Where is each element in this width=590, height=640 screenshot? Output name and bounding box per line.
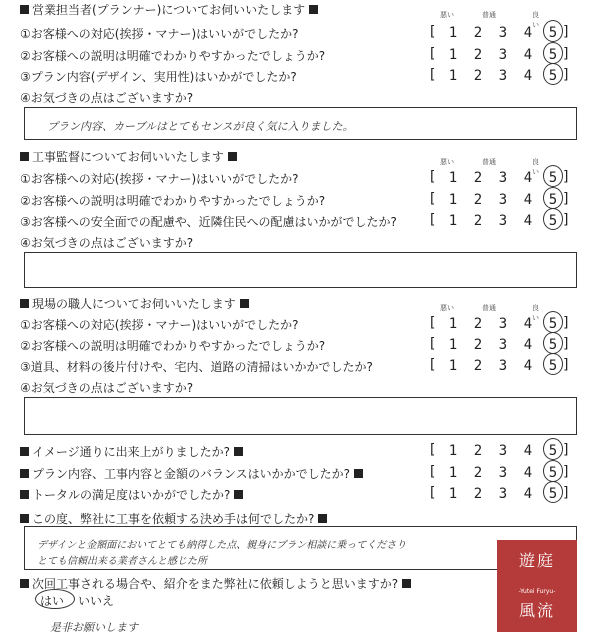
selected-circle-mark [543,460,563,482]
comment-prompt: ④お気づきの点はございますか? [20,91,194,105]
square-bullet-icon [20,490,29,499]
rating-option-1[interactable]: 1 [448,358,458,374]
handwritten-comment: 是非お願いします [50,621,138,634]
rating-option-5[interactable]: 5 [548,25,558,41]
rating-option-5[interactable]: 5 [548,443,558,459]
rating-option-2[interactable]: 2 [473,47,483,63]
section2-header: 工事監督についてお伺いいたします [20,148,237,165]
question-s4-3: トータルの満足度はいかがでしたか? [20,486,243,503]
rating-option-4[interactable]: 4 [523,443,533,459]
rating-scale[interactable] [428,315,571,332]
rating-option-3[interactable]: 3 [498,358,508,374]
rating-option-4[interactable]: 4 [523,47,533,63]
rating-option-2[interactable]: 2 [473,68,483,84]
rating-option-1[interactable]: 1 [448,192,458,208]
question-s3-1: ①お客様への対応(挨拶・マナー)はいいがでしたか? [20,318,299,332]
rating-option-5[interactable]: 5 [548,213,558,229]
bracket-open: [ [428,46,437,62]
rating-option-3[interactable]: 3 [498,316,508,332]
rating-labels: 悪い 普通 良い [440,11,539,29]
rating-scale[interactable] [428,485,571,502]
square-bullet-icon [228,152,237,161]
rating-scale[interactable] [428,191,571,208]
square-bullet-icon [20,514,29,523]
bracket-close: ] [562,46,571,62]
section6-header: 次回工事される場合や、紹介をまた弊社に依頼しようと思いますか? [20,575,411,592]
question-s1-1: ①お客様への対応(挨拶・マナー)はいいがでしたか? [20,27,299,41]
bracket-open: [ [428,336,437,352]
rating-option-2[interactable]: 2 [473,25,483,41]
bracket-close: ] [562,67,571,83]
rating-option-3[interactable]: 3 [498,486,508,502]
bracket-close: ] [562,336,571,352]
handwritten-answer-line-2: とても信頼出来る業者さんと感じた所 [37,556,207,567]
rating-option-4[interactable]: 4 [523,337,533,353]
square-bullet-icon [234,447,243,456]
bracket-open: [ [428,24,437,40]
selected-circle-mark [543,311,563,333]
comment-prompt: ④お気づきの点はございますか? [20,236,194,250]
rating-labels: 悪い 普通 良い [440,158,539,176]
comment-box[interactable] [24,397,577,435]
rating-option-1[interactable]: 1 [448,486,458,502]
rating-option-2[interactable]: 2 [473,486,483,502]
rating-option-5[interactable]: 5 [548,465,558,481]
section5-header: この度、弊社に工事を依頼する決め手は何でしたか? [20,510,327,527]
bracket-open: [ [428,485,437,501]
selected-circle-mark [543,438,563,460]
square-bullet-icon [354,469,363,478]
question-s3-2: ②お客様への説明は明確でわかりやすかったでしょうか? [20,339,326,353]
square-bullet-icon [402,579,411,588]
rating-option-4[interactable]: 4 [523,316,533,332]
bracket-open: [ [428,169,437,185]
selected-circle-mark [543,481,563,503]
rating-option-5[interactable]: 5 [548,358,558,374]
section1-header: 営業担当者(プランナー)についてお伺いいたします [20,1,318,18]
rating-option-4[interactable]: 4 [523,25,533,41]
rating-scale[interactable] [428,464,571,481]
question-s1-2: ②お客様への説明は明確でわかりやすかったでしょうか? [20,49,326,63]
rating-option-5[interactable]: 5 [548,47,558,63]
rating-option-3[interactable]: 3 [498,443,508,459]
square-bullet-icon [318,514,327,523]
selected-circle-mark [543,332,563,354]
rating-option-3[interactable]: 3 [498,337,508,353]
square-bullet-icon [309,5,318,14]
rating-option-4[interactable]: 4 [523,68,533,84]
question-s4-1: イメージ通りに出来上がりましたか? [20,443,243,460]
bracket-open: [ [428,315,437,331]
rating-option-2[interactable]: 2 [473,316,483,332]
rating-option-2[interactable]: 2 [473,213,483,229]
handwritten-answer-line-1: デザインと金額面においてとても納得した点、親身にプラン相談に乗ってくださり [37,540,407,551]
square-bullet-icon [20,469,29,478]
rating-scale[interactable] [428,442,571,459]
comment-prompt: ④お気づきの点はございますか? [20,381,194,395]
rating-option-1[interactable]: 1 [448,25,458,41]
question-s2-3: ③お客様への安全面での配慮や、近隣住民への配慮はいかがでしたか? [20,215,397,229]
comment-box[interactable] [24,107,577,140]
rating-option-2[interactable]: 2 [473,358,483,374]
rating-option-4[interactable]: 4 [523,213,533,229]
rating-option-4[interactable]: 4 [523,486,533,502]
rating-option-5[interactable]: 5 [548,316,558,332]
bracket-open: [ [428,212,437,228]
rating-option-1[interactable]: 1 [448,443,458,459]
option-yes[interactable]: はい [40,594,65,608]
bracket-close: ] [562,357,571,373]
rating-option-4[interactable]: 4 [523,170,533,186]
rating-labels: 悪い 普通 良い [440,304,539,322]
question-s2-2: ②お客様への説明は明確でわかりやすかったでしょうか? [20,194,326,208]
rating-scale[interactable] [428,169,571,186]
rating-option-5[interactable]: 5 [548,68,558,84]
rating-option-3[interactable]: 3 [498,213,508,229]
selected-circle-mark [543,20,563,42]
bracket-open: [ [428,191,437,207]
bracket-close: ] [562,24,571,40]
selected-circle-mark [543,63,563,85]
selected-circle-mark [543,42,563,64]
square-bullet-icon [20,5,29,14]
rating-scale[interactable] [428,24,571,41]
square-bullet-icon [20,579,29,588]
rating-option-3[interactable]: 3 [498,192,508,208]
rating-option-3[interactable]: 3 [498,170,508,186]
square-bullet-icon [20,152,29,161]
rating-option-3[interactable]: 3 [498,47,508,63]
rating-option-2[interactable]: 2 [473,443,483,459]
rating-option-5[interactable]: 5 [548,192,558,208]
square-bullet-icon [234,490,243,499]
bracket-close: ] [562,315,571,331]
option-no[interactable]: いいえ [78,594,115,608]
rating-scale[interactable] [428,212,571,229]
section3-header: 現場の職人についてお伺いいたします [20,295,249,312]
company-logo-stamp: 遊庭 -Yutei Furyu- 風流 [497,540,577,632]
rating-option-1[interactable]: 1 [448,213,458,229]
square-bullet-icon [240,299,249,308]
rating-option-3[interactable]: 3 [498,25,508,41]
rating-option-5[interactable]: 5 [548,337,558,353]
question-s2-1: ①お客様への対応(挨拶・マナー)はいいがでしたか? [20,172,299,186]
rating-scale[interactable] [428,46,571,63]
rating-option-2[interactable]: 2 [473,337,483,353]
selected-circle-mark [543,165,563,187]
selected-circle-mark [543,208,563,230]
bracket-close: ] [562,191,571,207]
rating-scale[interactable] [428,357,571,374]
rating-option-1[interactable]: 1 [448,337,458,353]
square-bullet-icon [20,299,29,308]
rating-option-3[interactable]: 3 [498,465,508,481]
bracket-open: [ [428,357,437,373]
bracket-close: ] [562,485,571,501]
rating-option-1[interactable]: 1 [448,170,458,186]
rating-option-3[interactable]: 3 [498,68,508,84]
comment-box[interactable] [24,252,577,288]
selected-circle-mark [543,353,563,375]
question-s4-2: プラン内容、工事内容と金額のバランスはいかかでしたか? [20,465,363,482]
rating-option-1[interactable]: 1 [448,68,458,84]
question-s3-3: ③道具、材料の後片付けや、宅内、道路の清掃はいかかでしたか? [20,360,373,374]
bracket-close: ] [562,169,571,185]
rating-option-1[interactable]: 1 [448,316,458,332]
bracket-open: [ [428,442,437,458]
rating-option-1[interactable]: 1 [448,465,458,481]
rating-scale[interactable] [428,336,571,353]
rating-option-1[interactable]: 1 [448,47,458,63]
rating-option-4[interactable]: 4 [523,358,533,374]
rating-option-5[interactable]: 5 [548,170,558,186]
bracket-open: [ [428,464,437,480]
bracket-close: ] [562,442,571,458]
question-s1-3: ③プラン内容(デザイン、実用性)はいかがでしたか? [20,70,297,84]
square-bullet-icon [20,447,29,456]
rating-scale[interactable] [428,67,571,84]
bracket-open: [ [428,67,437,83]
handwritten-comment: プラン内容、カーブルはとてもセンスが良く気に入りました。 [47,120,354,133]
rating-option-5[interactable]: 5 [548,486,558,502]
bracket-close: ] [562,212,571,228]
rating-option-4[interactable]: 4 [523,465,533,481]
bracket-close: ] [562,464,571,480]
selected-circle-mark [543,187,563,209]
rating-option-4[interactable]: 4 [523,192,533,208]
answer-box[interactable] [24,526,577,570]
rating-option-2[interactable]: 2 [473,192,483,208]
rating-option-2[interactable]: 2 [473,465,483,481]
rating-option-2[interactable]: 2 [473,170,483,186]
